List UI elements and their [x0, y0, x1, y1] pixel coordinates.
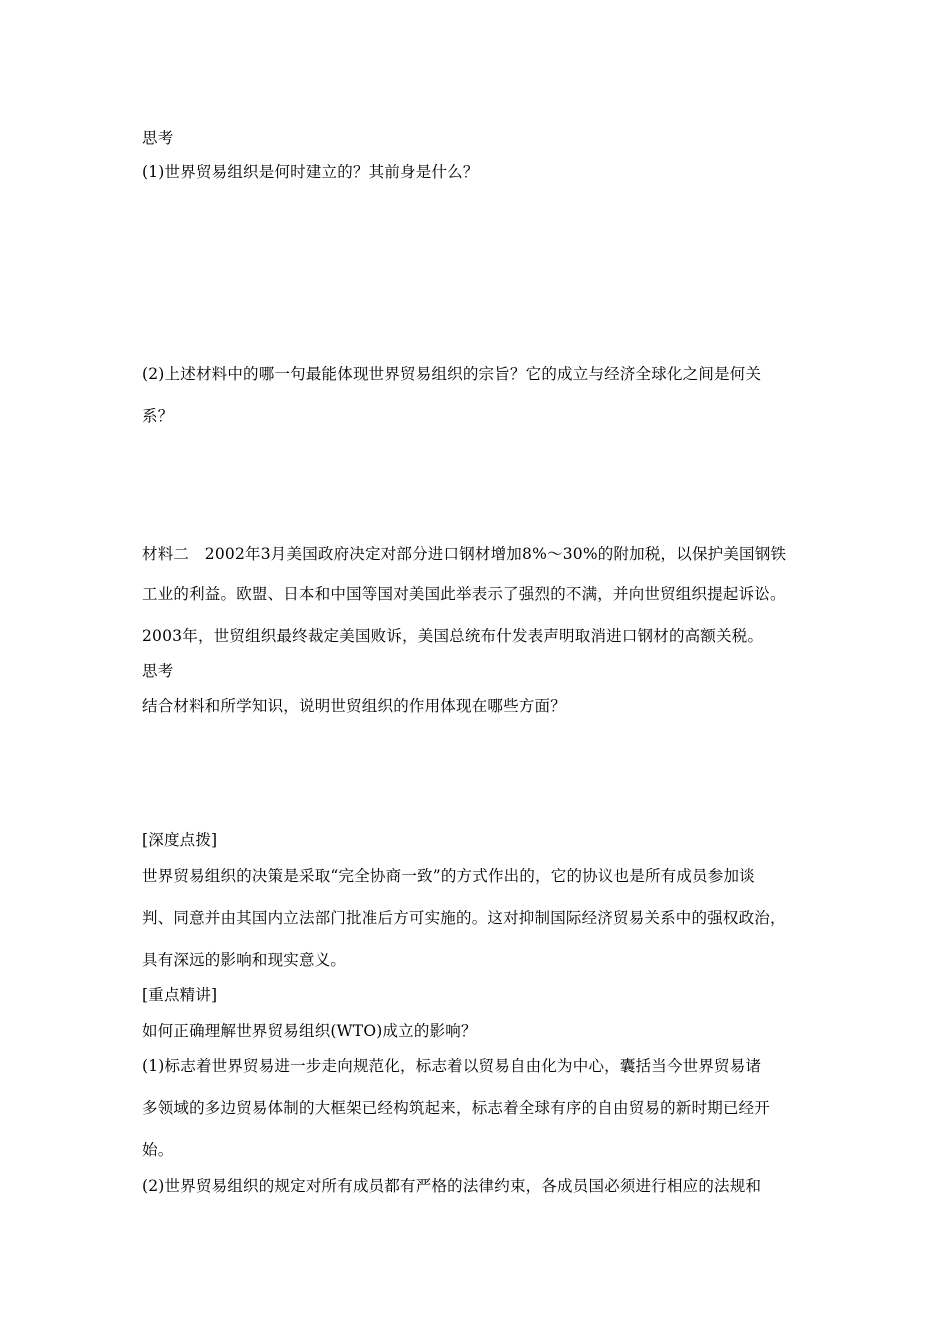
material-2-line-3: 2003年，世贸组织最终裁定美国败诉，美国总统布什发表声明取消进口钢材的高额关税。 — [142, 627, 764, 645]
question-2-line-1: (2)上述材料中的哪一句最能体现世界贸易组织的宗旨？它的成立与经济全球化之间是何关 — [142, 365, 762, 383]
think-label-2: 思考 — [142, 662, 174, 680]
deep-tip-line-2: 判、同意并由其国内立法部门批准后方可实施的。这对抑制国际经济贸易关系中的强权政治， — [142, 909, 786, 927]
material-2-question: 结合材料和所学知识，说明世贸组织的作用体现在哪些方面？ — [142, 697, 566, 715]
material-2-line-1: 材料二 2002年3月美国政府决定对部分进口钢材增加8%～30%的附加税，以保护美国钢铁 — [142, 545, 787, 563]
key-points-heading: [重点精讲] — [142, 986, 218, 1004]
material-2-line-2: 工业的利益。欧盟、日本和中国等国对美国此举表示了强烈的不满，并向世贸组织提起诉讼。 — [142, 585, 786, 603]
key-point-1-line-1: (1)标志着世界贸易进一步走向规范化，标志着以贸易自由化为中心，囊括当今世界贸易诸 — [142, 1057, 762, 1075]
key-points-question: 如何正确理解世界贸易组织(WTO)成立的影响？ — [142, 1022, 477, 1040]
deep-tip-line-3: 具有深远的影响和现实意义。 — [142, 951, 347, 969]
question-1: (1)世界贸易组织是何时建立的？其前身是什么？ — [142, 163, 479, 181]
key-point-2-line-1: (2)世界贸易组织的规定对所有成员都有严格的法律约束，各成员国必须进行相应的法规和 — [142, 1177, 762, 1195]
think-label-1: 思考 — [142, 129, 174, 147]
deep-tip-line-1: 世界贸易组织的决策是采取“完全协商一致”的方式作出的，它的协议也是所有成员参加谈 — [142, 867, 755, 885]
key-point-1-line-3: 始。 — [142, 1141, 174, 1159]
question-2-line-2: 系？ — [142, 407, 174, 425]
key-point-1-line-2: 多领域的多边贸易体制的大框架已经构筑起来，标志着全球有序的自由贸易的新时期已经开 — [142, 1099, 771, 1117]
deep-tip-heading: [深度点拨] — [142, 831, 218, 849]
